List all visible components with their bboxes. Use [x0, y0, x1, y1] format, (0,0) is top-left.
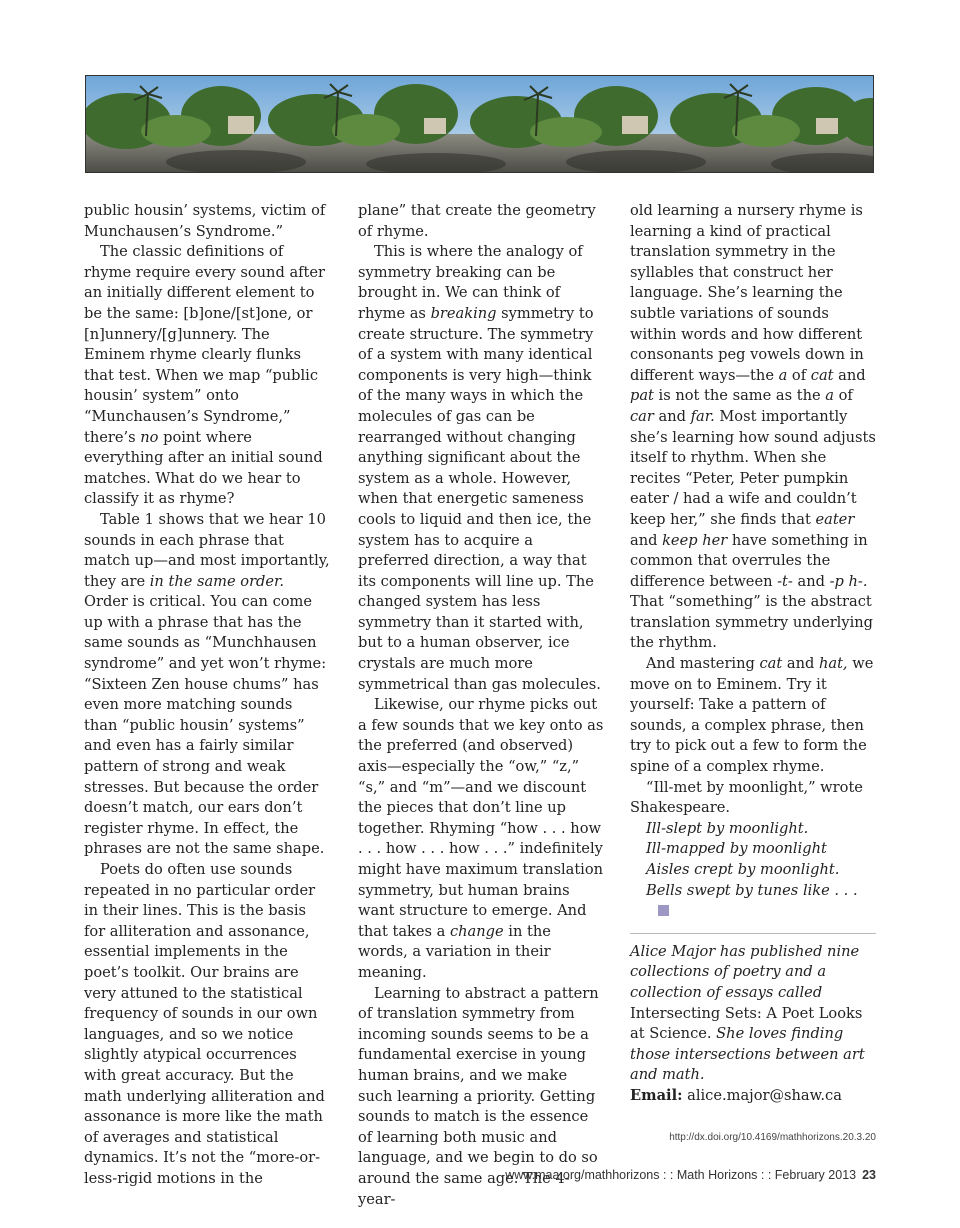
- col2-paragraph-2: This is where the analogy of symmetry breaking can be brought in. We can think of rhyme as breaking symmetry to create structure. The symmetry of a system with many identical components is very high—think of the many ways in which the molecules of gas can be rearranged without changing anything significant about the system as a whole. However, when that energetic sameness cools to liquid and then ice, the system has to acquire a preferred direction, a way that its components will line up. The changed system has less symmetry than it started with, but to a human observer, ice crystals are much more symmetrical than gas molecules.: [358, 243, 601, 693]
- end-of-article-square-icon: [658, 905, 669, 916]
- page-number: 23: [862, 1168, 876, 1182]
- col2-paragraph-4: Learning to abstract a pattern of translation symmetry from incoming sounds seems to be a fundamental exercise in young human brains, and we make such learning a priority. Getting sounds to match is the essence of learning both music and language, and we begin to do so around the same age. The 4-year-: [358, 984, 599, 1208]
- footer-text: www.maa.org/mathhorizons : : Math Horizons : : February 2013: [505, 1168, 857, 1182]
- column-1: [84, 201, 330, 1190]
- panorama-banner: [85, 75, 874, 173]
- panoramic-park-photo-icon: [86, 76, 874, 173]
- col1-paragraph-4: Poets do often use sounds repeated in no particular order in their lines. This is the basis for alliteration and assonance, essential implements in the poet’s toolkit. Our brains are very attuned to the statistical frequency of sounds in our own languages, and so we notice slightly atypical occurrences with great accuracy. But the math underlying alliteration and assonance is more like the math of averages and statistical dynamics. It’s not the “more-or-less-rigid motions in the: [84, 861, 325, 1187]
- col2-paragraph-1: plane” that create the geometry of rhyme.: [358, 202, 596, 240]
- col3-paragraph-1: old learning a nursery rhyme is learning a kind of practical translation symmetry in the syllables that construct her language. She’s learning the subtle variations of sounds within words and how different consonants peg vowels down in different ways—the a of cat and pat is not the same as the a of car and far. Most importantly she’s learning how sound adjusts itself to rhythm. When she recites “Peter, Peter pumpkin eater / had a wife and couldn’t keep her,” she finds that eater and keep her have something in common that overrules the difference between -t- and -p h-. That “something” is the abstract translation symmetry underlying the rhythm.: [630, 202, 876, 652]
- page-footer: [505, 1168, 876, 1182]
- poem-excerpt: [630, 819, 876, 922]
- author-bio: Alice Major has published nine collections of poetry and a collection of essays called Intersecting Sets: A Poet Looks at Science. She loves finding those intersections between art and math. Email: alice.major@shaw.ca: [630, 942, 876, 1107]
- poem-line: Aisles crept by moonlight.: [646, 861, 840, 878]
- col3-paragraph-2: And mastering cat and hat, we move on to Eminem. Try it yourself: Take a pattern of sounds, a complex phrase, then try to pick out a few to form the spine of a complex rhyme.: [630, 655, 874, 776]
- col3-paragraph-3: “Ill-met by moonlight,” wrote Shakespeare.: [630, 778, 863, 817]
- author-email[interactable]: alice.major@shaw.ca: [687, 1086, 842, 1104]
- doi-link[interactable]: http://dx.doi.org/10.4169/mathhorizons.20.3.20: [669, 1132, 876, 1143]
- author-email-line: Email: alice.major@shaw.ca: [630, 1086, 842, 1104]
- col1-paragraph-3: Table 1 shows that we hear 10 sounds in each phrase that match up—and most importantly, they are in the same order. Order is critical. You can come up with a phrase that has the same sounds as “Munchhausen syndrome” and yet won’t rhyme: “Sixteen Zen house chums” has even more matching sounds than “public housin’ systems” and even has a fairly similar pattern of strong and weak stresses. But because the order doesn’t match, our ears don’t register rhyme. In effect, the phrases are not the same shape.: [84, 510, 330, 858]
- bio-divider: [630, 933, 876, 934]
- poem-line-last: Bells swept by tunes like . . .: [646, 881, 876, 922]
- poem-line: Ill-mapped by moonlight: [646, 840, 827, 858]
- col1-paragraph-2: The classic definitions of rhyme require every sound after an initially different element to be the same: [b]one/[st]one, or [n]unnery/[g]unnery. The Eminem rhyme clearly flunks that test. When we map “public housin’ system” onto “Munchausen’s Syndrome,” there’s no point where everything after an initial sound matches. What do we hear to classify it as rhyme?: [84, 243, 326, 508]
- column-3: [630, 201, 876, 1107]
- poem-line: Ill-slept by moonlight.: [646, 819, 809, 837]
- column-2: [358, 201, 604, 1210]
- col2-paragraph-3: Likewise, our rhyme picks out a few sounds that we key onto as the preferred (and observed) axis—especially the “ow,” “z,” “s,” and “m”—and we discount the pieces that don’t line up together. Rhyming “how . . . how . . . how . . . how . . .” indefinitely might have maximum translation symmetry, but human brains want structure to emerge. And that takes a change in the words, a variation in their meaning.: [358, 696, 604, 981]
- col1-paragraph-1: public housin’ systems, victim of Munchausen’s Syndrome.”: [84, 202, 326, 240]
